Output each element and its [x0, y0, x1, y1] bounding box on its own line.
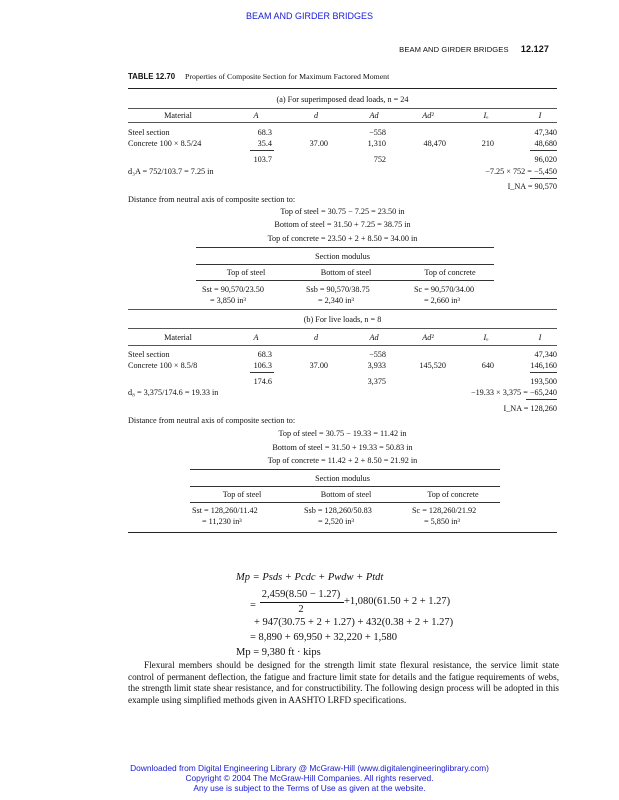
equation-line-4: = 8,890 + 69,950 + 32,220 + 1,580 — [250, 632, 398, 643]
cell-ad: −558 — [369, 350, 386, 359]
cell-ad: 3,933 — [367, 361, 386, 370]
sum-rule — [530, 372, 557, 373]
modulus-value: = 5,850 in³ — [424, 517, 460, 526]
part-b-header-rule-top — [128, 328, 557, 329]
modulus-rule — [190, 486, 500, 487]
distance-top-steel: Top of steel = 30.75 − 19.33 = 11.42 in — [278, 429, 407, 438]
modulus-rule — [190, 502, 500, 503]
neutral-axis-offset: d₃A = 752/103.7 = 7.25 in — [128, 167, 214, 176]
modulus-value: = 2,660 in³ — [424, 296, 460, 305]
modulus-title: Section modulus — [315, 474, 370, 483]
inertia-neutral-axis: I_NA = 90,570 — [507, 182, 557, 191]
modulus-value: Sc = 90,570/34.00 — [414, 285, 475, 294]
cell-a: 106.3 — [253, 361, 272, 370]
equation-result: Mp = 9,380 ft · kips — [236, 647, 321, 658]
cell-ad2: 48,470 — [423, 139, 446, 148]
sum-ad: 3,375 — [367, 377, 386, 386]
distance-label: Distance from neutral axis of composite section to: — [128, 416, 296, 425]
table-label: TABLE 12.70 — [128, 72, 176, 81]
header-ad2: Ad² — [422, 333, 434, 342]
footer-terms[interactable]: Any use is subject to the Terms of Use as given at the website. — [193, 783, 426, 793]
neutral-axis-offset: d₈ = 3,375/174.6 = 19.33 in — [128, 388, 219, 397]
modulus-value: = 2,520 in³ — [318, 517, 354, 526]
cell-io: 640 — [481, 361, 494, 370]
inertia-correction: −19.33 × 3,375 = −65,240 — [470, 388, 557, 397]
fraction-denominator: 2 — [298, 604, 304, 615]
header-io: Iₒ — [483, 111, 489, 120]
cell-i: 47,340 — [534, 128, 557, 137]
cell-i: 48,680 — [534, 139, 557, 148]
sum-i: 96,020 — [534, 155, 557, 164]
modulus-header: Top of concrete — [424, 268, 476, 277]
equals-sign: = — [250, 600, 256, 611]
sum-rule — [250, 150, 274, 151]
running-head — [399, 44, 549, 54]
cell-i: 146,160 — [530, 361, 557, 370]
modulus-value: Sst = 128,260/11.42 — [192, 506, 258, 515]
modulus-value: Ssb = 90,570/38.75 — [306, 285, 370, 294]
part-b-header-rule-bottom — [128, 345, 557, 346]
part-a-header-rule-bottom — [128, 122, 557, 123]
header-d: d — [313, 111, 319, 120]
modulus-value: Sst = 90,570/23.50 — [202, 285, 264, 294]
modulus-value: = 3,850 in³ — [210, 296, 246, 305]
distance-top-concrete: Top of concrete = 11.42 + 2 + 8.50 = 21.92 in — [267, 456, 418, 465]
modulus-header: Top of steel — [222, 490, 262, 499]
table-top-rule — [128, 88, 557, 89]
inertia-correction: −7.25 × 752 = −5,450 — [485, 167, 557, 176]
modulus-value: Ssb = 128,260/50.83 — [304, 506, 372, 515]
distance-label: Distance from neutral axis of composite section to: — [128, 195, 296, 204]
header-ad: Ad — [369, 333, 379, 342]
table-title — [128, 72, 389, 81]
header-ad: Ad — [369, 111, 379, 120]
header-material: Material — [164, 111, 192, 120]
cell-d: 37.00 — [309, 139, 328, 148]
cell-ad2: 145,520 — [419, 361, 446, 370]
header-io: Iₒ — [483, 333, 489, 342]
cell-a: 68.3 — [257, 128, 272, 137]
sum-rule — [530, 178, 557, 179]
sum-i: 193,500 — [530, 377, 557, 386]
modulus-header: Top of steel — [226, 268, 266, 277]
cell-a: 68.3 — [257, 350, 272, 359]
part-a-caption: (a) For superimposed dead loads, n = 24 — [276, 95, 409, 104]
fraction-bar — [260, 602, 344, 603]
sum-a: 174.6 — [253, 377, 272, 386]
footer — [0, 763, 619, 793]
cell-material: Steel section — [128, 128, 170, 137]
modulus-title: Section modulus — [315, 252, 370, 261]
cell-ad: 1,310 — [367, 139, 386, 148]
modulus-value: = 2,340 in³ — [318, 296, 354, 305]
page-number: 12.127 — [520, 44, 549, 54]
header-a: A — [253, 333, 259, 342]
sum-a: 103.7 — [253, 155, 272, 164]
modulus-rule — [190, 469, 500, 470]
cell-a: 35.4 — [257, 139, 272, 148]
sum-rule — [530, 150, 557, 151]
header-i: I — [538, 333, 542, 342]
modulus-rule — [196, 264, 494, 265]
cell-material: Concrete 100 × 8.5/24 — [128, 139, 202, 148]
footer-download-link[interactable]: Downloaded from Digital Engineering Library @ McGraw-Hill (www.digitalengineeringlibrary.com) — [130, 763, 489, 773]
body-paragraph: Flexural members should be designed for the strength limit state flexural resistance, the service limit state control of permanent deflection, the fatigue and fracture limit state for details and the fatigue requirements of webs, the strength limit state shear resistance, and for constructibility. The following design process will be adopted in this example using simplified methods given in AASHTO LRFD specifications. — [128, 660, 559, 705]
part-b-caption: (b) For live loads, n = 8 — [303, 315, 382, 324]
modulus-value: = 11,230 in³ — [202, 517, 242, 526]
cell-material: Steel section — [128, 350, 170, 359]
header-d: d — [313, 333, 319, 342]
header-ad2: Ad² — [422, 111, 434, 120]
cell-io: 210 — [481, 139, 494, 148]
running-head-title: BEAM AND GIRDER BRIDGES — [399, 45, 509, 54]
modulus-rule — [196, 247, 494, 248]
part-a-header-rule-top — [128, 108, 557, 109]
cell-d: 37.00 — [309, 361, 328, 370]
header-i: I — [538, 111, 542, 120]
modulus-header: Bottom of steel — [320, 268, 372, 277]
modulus-rule — [196, 280, 494, 281]
cell-ad: −558 — [369, 128, 386, 137]
distance-bottom-steel: Bottom of steel = 31.50 + 19.33 = 50.83 in — [272, 443, 413, 452]
distance-top-steel: Top of steel = 30.75 − 7.25 = 23.50 in — [280, 207, 405, 216]
header-a: A — [253, 111, 259, 120]
fraction-numerator: 2,459(8.50 − 1.27) — [261, 589, 341, 600]
distance-bottom-steel: Bottom of steel = 31.50 + 7.25 = 38.75 in — [274, 220, 411, 229]
distance-top-concrete: Top of concrete = 23.50 + 2 + 8.50 = 34.00 in — [267, 234, 418, 243]
header-material: Material — [164, 333, 192, 342]
equation-line-1: Mp = Psds + Pcdc + Pwdw + Ptdt — [236, 572, 384, 583]
cell-material: Concrete 100 × 8.5/8 — [128, 361, 198, 370]
part-separator — [128, 309, 557, 310]
inertia-neutral-axis: I_NA = 128,260 — [503, 404, 557, 413]
equation-line-3: + 947(30.75 + 2 + 1.27) + 432(0.38 + 2 + 1.27) — [254, 617, 454, 628]
modulus-value: Sc = 128,260/21.92 — [412, 506, 477, 515]
sum-rule — [526, 399, 557, 400]
sum-rule — [250, 372, 274, 373]
footer-copyright: Copyright © 2004 The McGraw-Hill Companies. All rights reserved. — [185, 773, 434, 783]
modulus-header: Top of concrete — [427, 490, 479, 499]
modulus-header: Bottom of steel — [320, 490, 372, 499]
cell-i: 47,340 — [534, 350, 557, 359]
table-caption: Properties of Composite Section for Maximum Factored Moment — [185, 72, 390, 81]
equation-line-2: +1,080(61.50 + 2 + 1.27) — [344, 596, 451, 607]
table-bottom-rule — [128, 532, 557, 533]
sum-ad: 752 — [373, 155, 386, 164]
page-banner: BEAM AND GIRDER BRIDGES — [245, 11, 374, 21]
